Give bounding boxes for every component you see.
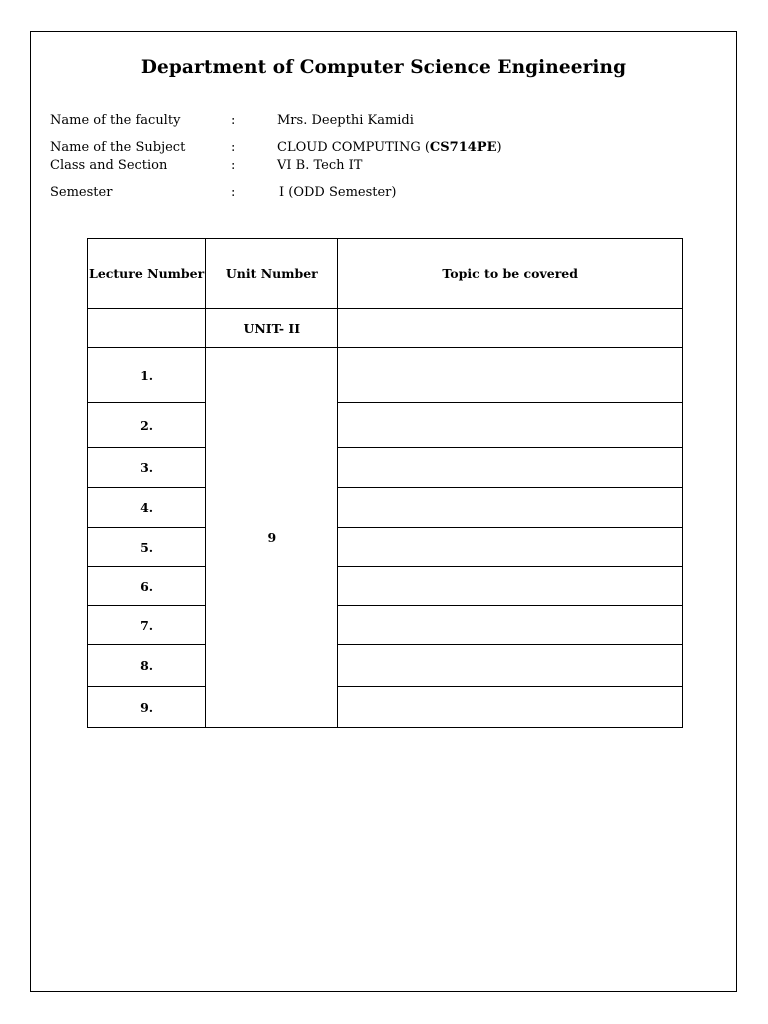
subject-label: Name of the Subject bbox=[50, 140, 186, 155]
lecture-number-cell: 6. bbox=[88, 567, 206, 606]
table-row bbox=[88, 348, 683, 403]
lecture-number-cell: 4. bbox=[88, 488, 206, 528]
lecture-schedule-table bbox=[87, 238, 683, 728]
page-title: Department of Computer Science Engineering bbox=[140, 57, 627, 78]
table-row bbox=[88, 567, 683, 606]
lecture-number-cell: 3. bbox=[88, 448, 206, 488]
table-header-row bbox=[88, 239, 683, 309]
topic-cell bbox=[338, 488, 683, 528]
topic-cell bbox=[338, 348, 683, 403]
class-section-value: VI B. Tech IT bbox=[277, 158, 363, 173]
header-topic: Topic to be covered bbox=[338, 239, 683, 309]
topic-cell bbox=[338, 403, 683, 448]
unit-lecture-count: 9 bbox=[206, 348, 338, 728]
subject-value-prefix: CLOUD COMPUTING ( bbox=[277, 140, 430, 155]
class-section-label: Class and Section bbox=[50, 158, 168, 173]
unit-label: UNIT- II bbox=[206, 309, 338, 348]
table-row bbox=[88, 606, 683, 645]
lecture-number-cell: 7. bbox=[88, 606, 206, 645]
table-row bbox=[88, 645, 683, 687]
header-unit-number: Unit Number bbox=[206, 239, 338, 309]
subject-value-suffix: ) bbox=[496, 140, 502, 155]
header-lecture-number: Lecture Number bbox=[88, 239, 206, 309]
lecture-number-cell: 5. bbox=[88, 528, 206, 567]
subject-code: CS714PE bbox=[429, 140, 497, 155]
faculty-colon: : bbox=[231, 113, 236, 128]
lecture-number-cell: 1. bbox=[88, 348, 206, 403]
semester-label: Semester bbox=[50, 185, 113, 200]
subject-colon: : bbox=[231, 140, 236, 155]
semester-colon: : bbox=[231, 185, 236, 200]
table-row bbox=[88, 403, 683, 448]
topic-cell bbox=[338, 687, 683, 728]
faculty-value: Mrs. Deepthi Kamidi bbox=[277, 113, 414, 128]
lecture-number-cell: 9. bbox=[88, 687, 206, 728]
topic-cell bbox=[338, 448, 683, 488]
faculty-label: Name of the faculty bbox=[50, 113, 181, 128]
unit-row bbox=[88, 309, 683, 348]
lecture-number-cell: 8. bbox=[88, 645, 206, 687]
unit-row-topic-cell bbox=[338, 309, 683, 348]
topic-cell bbox=[338, 606, 683, 645]
table-row bbox=[88, 488, 683, 528]
table-row bbox=[88, 448, 683, 488]
topic-cell bbox=[338, 645, 683, 687]
semester-value: I (ODD Semester) bbox=[279, 185, 397, 200]
subject-value bbox=[277, 140, 502, 155]
table-row bbox=[88, 528, 683, 567]
topic-cell bbox=[338, 528, 683, 567]
table-row bbox=[88, 687, 683, 728]
topic-cell bbox=[338, 567, 683, 606]
unit-row-lecture-cell bbox=[88, 309, 206, 348]
class-section-colon: : bbox=[231, 158, 236, 173]
lecture-number-cell: 2. bbox=[88, 403, 206, 448]
